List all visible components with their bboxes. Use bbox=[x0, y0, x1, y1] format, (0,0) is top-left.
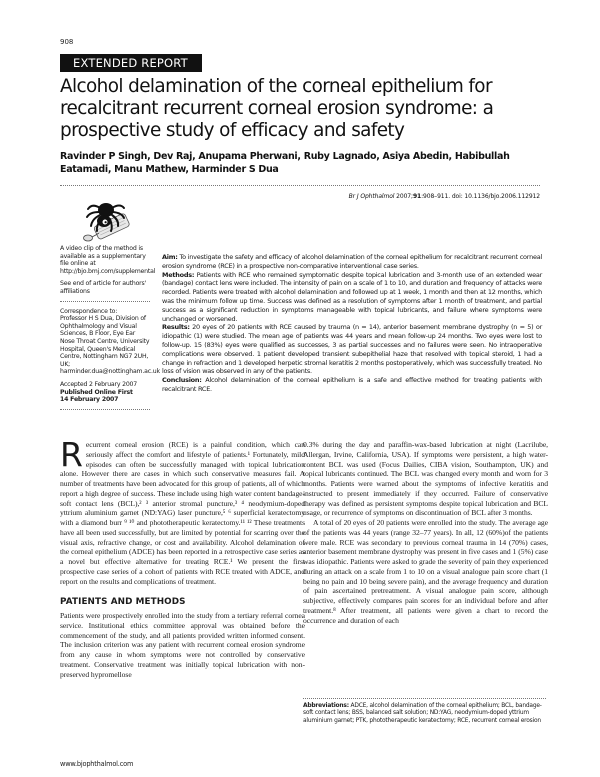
published-label: Published Online First bbox=[60, 388, 133, 396]
lubrication-paragraph: 0.3% during the day and paraffin-wax-based lubrication at night (Lacrilube, Allergan, Irvine, California, USA). If symptoms were persistent, a high water-content BCL was used (Focus Dailies, CIBA vision, Southampton, UK) and topical lubricants continued. The BCL was changed every month and worn for 3 months. Patients were warned about the symptoms of infective keratitis and instructed to present immediately if they occurred. Failure of conservative therapy was defined as persistent symptoms despite topical lubrication and BCL usage, or recurrence of symptoms on discontinuation of BCL after 3 months. bbox=[303, 440, 548, 518]
divider bbox=[60, 185, 540, 186]
published-date: 14 February 2007 bbox=[60, 396, 119, 404]
results-text: 20 eyes of 20 patients with RCE caused by trauma (n = 14), anterior basement membrane dystrophy (n = 5) or idiopathic (1) were studied. The mean age of patients was 44 years and mean follow-up 24 months. Two eyes were lost to follow-up. 15 (83%) eyes were qualified as successes, 3 as partial successes and no failures were seen. No intraoperative complications were observed. 1 patient developed transient subepithelial haze that resolved with topical steroid, 1 had a change in refraction and 1 developed herpetic stromal keratitis 2 months postoperatively, which was successfully treated. No loss of vision was observed in any of the patients. bbox=[162, 323, 542, 376]
methods-label: Methods: bbox=[162, 270, 195, 279]
page-number: 908 bbox=[60, 38, 74, 46]
video-note: A video clip of the method is available as a supplementary file online at http://bjo.bmj.com/supplemental bbox=[60, 245, 156, 275]
intro-text: ecurrent corneal erosion (RCE) is a painful condition, which can seriously affect the comfort and lifestyle of patients.¹ Fortunately, mild episodes can often be successfully managed with topical lubrication alone. However there are cases in which such conservative measures fail. A number of treatments have been advocated for this group of patients, all of which report a high degree of success. These include using high water content bandage-soft contact lens (BCL),² ³ anterior stromal puncture,³ ⁴ neodymium-doped yttrium aluminium garnet (ND:YAG) laser puncture,⁵ ⁶ superficial keratectomy with a diamond burr ⁹ ¹⁰ and phototherapeutic keratectomy.¹¹ ¹² These treatments have all been used successfully, but are limited by potential for scarring over the visual axis, refractive change, or cost and availability. Alcohol delamination of the corneal epithelium (ADCE) has been reported in a retrospective case series as a novel but effective alternative for treating RCE.¹ We present the first prospective case series of a cohort of patients with RCE treated with ADCE, and report on the results and complications of treatment. bbox=[60, 440, 305, 586]
author-list: Ravinder P Singh, Dev Raj, Anupama Pherwani, Ruby Lagnado, Asiya Abedin, Habibullah Eatamadi, Manu Mathew, Harminder S Dua bbox=[60, 151, 510, 175]
drop-cap: R bbox=[60, 435, 83, 474]
section-heading: PATIENTS AND METHODS bbox=[60, 597, 186, 608]
correspondence-address: Professor H S Dua, Division of Ophthalmology and Visual Sciences, B Floor, Eye Ear Nose Throat Centre, University Hospital, Queen's Medical Centre, Nottingham NG7 2UH, UK; harminder.dua@nottingham.ac.uk bbox=[60, 315, 160, 376]
abstract-methods bbox=[162, 271, 542, 324]
abstract-conclusion bbox=[162, 376, 542, 394]
article-sidebar bbox=[60, 245, 160, 416]
divider bbox=[303, 698, 546, 699]
body-column-right bbox=[303, 440, 548, 625]
aim-label: Aim: bbox=[162, 253, 178, 261]
abbreviations-label: Abbreviations: bbox=[303, 703, 349, 709]
section-badge: EXTENDED REPORT bbox=[60, 54, 202, 72]
abbreviations-text: ADCE, alcohol delamination of the corneal epithelium; BCL, bandage-soft contact lens; BSS, balanced salt solution; ND:YAG, neodymium-doped yttrium aluminium garnet; PTK, phototherapeutic keratectomy; RCE, recurrent corneal erosion bbox=[303, 703, 542, 724]
results-label: Results: bbox=[162, 323, 190, 332]
abstract-aim bbox=[162, 253, 542, 271]
abstract-results bbox=[162, 323, 542, 376]
patients-paragraph: A total of 20 eyes of 20 patients were enrolled into the study. The average age of the patients was 44 years (range 32–77 years). In all, 12 (60%)of the patients were male. RCE was secondary to previous corneal trauma in 14 (70%) cases, anterior basement membrane dystrophy was present in five cases and 1 (5%) case was idiopathic. Patients were asked to grade the severity of pain they experienced during an attack on a scale from 1 to 10 on a visual analogue pain score chart (1 being no pain and 10 being severe pain), and the average frequency and duration of pain ascertained pretreatment. A visual analogue pain score, although subjective, effectively compares pain scores for an individual before and after treatment.⁸ After treatment, all patients were given a chart to record the occurrence and duration of each bbox=[303, 518, 548, 625]
aim-text: To investigate the safety and efficacy of alcohol delamination of the corneal epithelium for recalcitrant recurrent corneal erosion syndrome (RCE) in a prospective non-comparative interventional case series. bbox=[162, 253, 542, 270]
divider bbox=[60, 409, 150, 410]
methods-paragraph: Patients were prospectively enrolled into the study from a tertiary referral cornea service. Institutional ethics committee approval was obtained before the commencement of the study, and all patients provided written informed consent. The inclusion criterion was any patient with recurrent corneal erosion syndrome from any cause in whom symptoms were not controlled by conservative treatment. Conservative treatment was initially topical lubrication with non-preserved hypromellose bbox=[60, 611, 305, 679]
citation-volume: 91 bbox=[412, 193, 422, 200]
intro-paragraph bbox=[60, 435, 305, 586]
conclusion-label: Conclusion: bbox=[162, 376, 202, 385]
citation-year: 2007; bbox=[396, 193, 413, 200]
body-column-left bbox=[60, 435, 305, 679]
spider-mouse-icon bbox=[80, 200, 130, 245]
footer-url[interactable]: www.bjophthalmol.com bbox=[60, 760, 134, 768]
journal-name: Br J Ophthalmol bbox=[348, 193, 395, 200]
accepted-date: Accepted 2 February 2007 bbox=[60, 380, 138, 388]
citation-pages-doi: :908–911. doi: 10.1136/bjo.2006.112912 bbox=[421, 193, 540, 200]
article-title: Alcohol delamination of the corneal epithelium for recalcitrant recurrent corneal erosion syndrome: a prospective study of efficacy and safety bbox=[60, 76, 494, 141]
abstract bbox=[162, 253, 542, 394]
methods-text: Patients with RCE who remained symptomatic despite topical lubrication and 3-month use of an extended wear (bandage) contact lens were included. The intensity of pain on a scale of 1 to 10, and duration and frequency of attacks were recorded. Patients were treated with alcohol delamination and followed up at 1 week, 1 month and then at 12 months, which was the minimum follow up time. Success was defined as a resolution of symptoms after 1 month of treatment, and partial success as a significant reduction in symptoms manageable with topical lubricants, and failure where symptoms were unchanged or worsened. bbox=[162, 270, 542, 323]
abbreviations bbox=[303, 703, 546, 725]
correspondence-label: Correspondence to: bbox=[60, 307, 118, 315]
conclusion-text: Alcohol delamination of the corneal epithelium is a safe and effective method for treating patients with recalcitrant RCE. bbox=[162, 376, 542, 393]
affiliations-note: See end of article for authors' affiliations bbox=[60, 280, 147, 295]
citation bbox=[300, 193, 540, 200]
divider bbox=[60, 301, 150, 302]
